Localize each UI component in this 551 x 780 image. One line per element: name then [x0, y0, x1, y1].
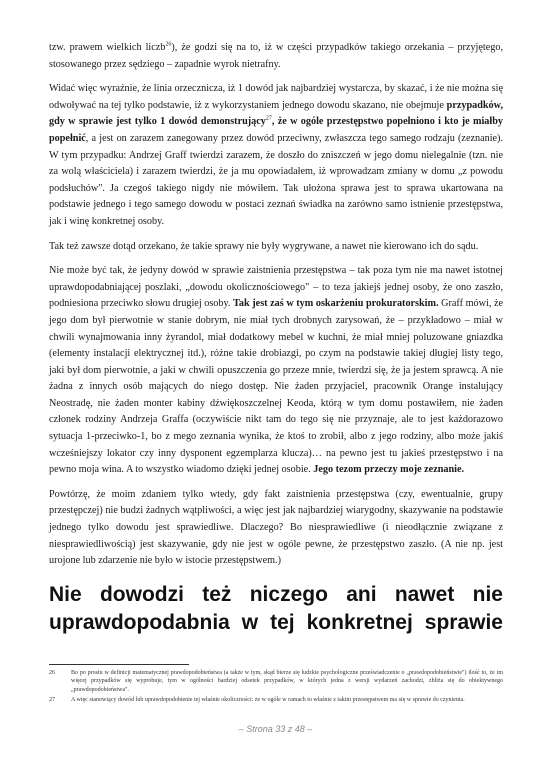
footnote-text: A więc stanowiący dowód lub uprawdopodobienie tej właśnie okoliczności: że w ogóle w ramach to właśnie z takim przestępstwem ma się w sprawie do czynienia.: [71, 697, 465, 704]
footnote-divider: [49, 664, 189, 665]
bold-run: Tak jest zaś w tym oskarżeniu prokuratorskim.: [233, 298, 439, 310]
text-run: ), że godzi się na to, iż w części przypadków takiego orzekania – przyjętego, stosowanego przez sędziego – zapadnie wyrok nietrafny.: [49, 42, 503, 70]
text-run: Graff mówi, że jego dom był pierwotnie w stanie dobrym, nie miał tych drobnych zarysowań, że – przykładowo – miał w chwili wynajmowania inny żyrandol, miał dodatkowy mebel w kuchni, że miał mniej poluzowane gniazdka (elementy instalacji elektrycznej itd.), różne takie drobiazgi, po czym na podstawie takiej długiej listy tego, jaki był dom pierwotnie, a jaki w chwili opuszczenia go przeze mnie, twierdzi się, że ja jestem sprawcą. A nie żadna z innych osób mających do niego dostęp. Nie żaden przyjaciel, pracownik Orange instalujący Neostradę, nie żaden monter kabiny dźwiękoszczelnej Keoda, którą w tym domu postawiłem, nie żaden członek rodziny Andrzeja Graffa (oczywiście nikt tam do tego się nie przyznaje, ale to jest każdorazowo sytuacja 1-przeciwko-1, bo z mego zeznania wynika, że ktoś to zrobił, albo z jego rodziny, albo może jakiś wcześniejszy lokator czy inny dysponent egzemplarza klucza)… na pewno jest tu jakieś przestępstwo i na pewno moja wina. A to wszystko wiadomo dzięki jednej osobie.: [49, 298, 504, 476]
text-run: , a jest on zarazem zanegowany przez dowód przeciwny, zwłaszcza tego samego rodzaju (zeznanie). W tym przypadku: Andrzej Graff twierdzi zarazem, że doszło do zniszczeń w jego domu nielegalnie (tzn. nie za wolą właściciela) i zarazem twierdzi, że ja mu opowiadałem, iż wprowadzam zmiany w domu „z powodu podsłuchów". Ja czegoś takiego nigdy nie mówiłem. Tak ułożona sprawa jest to sprawa ukartowana na podstawie jednego i tego samego dowodu w postaci zeznań świadka na zarówno samo istnienie przestępstwa, jak i winę konkretnej osoby.: [49, 132, 503, 227]
text-run: tzw. prawem wielkich liczb: [49, 42, 166, 53]
paragraph-5: Powtórzę, że moim zdaniem tylko wtedy, gdy fakt zaistnienia przestępstwa (czy, ewentualnie, grupy przestępczej) nie budzi żadnych wątpliwości, a więc jest jak najbardziej wiarygodny, skazywanie na podstawie jednego tylko dowodu jest sprawiedliwe. Dlaczego? Bo niesprawiedliwe (i nieodłącznie związane z niesprawiedliwością) jest skazywanie, gdy nie jest w ogóle pewne, że przestępstwo zaszło. (A nie np. jest urojone lub zdarzenie nie było w istocie przestępstwem.): [49, 488, 503, 567]
page-number: – Strona 33 z 48 –: [238, 724, 313, 734]
bold-run: , że w ogóle przestępstwo popełniono i kto je miałby popełnić: [49, 116, 503, 144]
paragraph-3: Tak też zawsze dotąd orzekano, że takie sprawy nie były wygrywane, a nawet nie kierowano ich do sądu.: [49, 240, 479, 252]
bold-run: przypadków, gdy w sprawie jest tylko 1 dowód demonstrujący: [49, 99, 503, 128]
footnote-ref-27: 27: [265, 115, 272, 122]
footnote-number: 27: [49, 697, 55, 704]
footnote-26: [49, 669, 503, 694]
body-text: [49, 40, 503, 578]
text-run: Widać więc wyraźnie, że linia orzecznicza, iż 1 dowód jak najbardziej wystarcza, by skazać, i że nie można się odwoływać na tej tylko podstawie, iż z wykorzystaniem jednego dowodu skazano, nie obejmuje: [49, 83, 503, 111]
footnote-27: [49, 696, 503, 704]
paragraph-1: [49, 40, 503, 73]
footnote-ref-26: 26: [165, 41, 172, 48]
paragraph-4: [49, 263, 503, 479]
bold-run: Jego tezom przeczy moje zeznanie.: [313, 464, 465, 476]
footnote-text: Bo po prostu w definicji matematycznej prawdopodobieństwa (a także w tym, skąd bierze się ludzkie psychologiczne przeświadczenie o „prawdopodobieństwie") ilość to, że im więcej przypadków się wyprobuje, tym w ogólności bardziej odsetek przypadków, w których jedna z wersji wydarzeń zachodzi, zbliża się do obiektywnego „prawdopodobieństwa".: [71, 670, 503, 693]
section-heading: Nie dowodzi też niczego ani nawet nie uprawdopodabnia w tej konkretnej sprawie: [49, 583, 503, 634]
footnote-number: 26: [49, 670, 55, 676]
text-run: Nie może być tak, że jedyny dowód w sprawie zaistnienia przestępstwa – tak poza tym nie ma nawet istotnej uprawdopodabniającej poszlaki, „dowodu okolicznościowego" – to teza jakiejś jednej osoby, że ono zaszło, podniesiona przeciwko słowu drugiej osoby.: [49, 265, 503, 310]
footnotes: [49, 669, 503, 707]
paragraph-2: [49, 81, 503, 230]
